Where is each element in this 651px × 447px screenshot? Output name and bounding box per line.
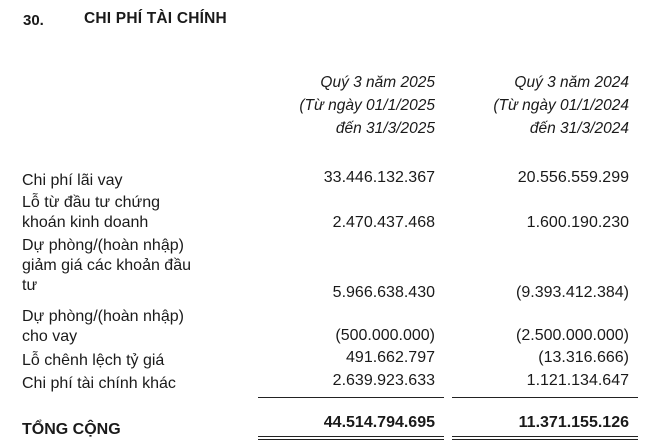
- total-value-2025: 44.514.794.695: [323, 414, 435, 431]
- row-label-line: Chi phí tài chính khác: [22, 375, 176, 392]
- total-value-2024: 11.371.155.126: [518, 414, 629, 431]
- value-investment-provision-2024: (9.393.412.384): [516, 284, 629, 301]
- row-label-line: Chi phí lãi vay: [22, 172, 123, 189]
- total-label: TỔNG CỘNG: [22, 421, 121, 438]
- row-label-line: cho vay: [22, 328, 78, 345]
- row-label-line: khoán kinh doanh: [22, 214, 149, 231]
- section-title: CHI PHÍ TÀI CHÍNH: [84, 10, 227, 27]
- column-header-line: (Từ ngày 01/1/2024: [493, 97, 629, 114]
- row-label-line: Dự phòng/(hoàn nhập): [22, 237, 184, 254]
- column-header-2025: [299, 71, 435, 140]
- row-label-trading-securities-loss: [22, 193, 160, 233]
- section-number: 30.: [23, 12, 44, 29]
- total-double-rule-bottom-2025: [258, 439, 444, 440]
- row-label-line: Lỗ từ đầu tư chứng: [22, 194, 160, 211]
- value-other-financial-expense-2025: 2.639.923.633: [332, 372, 435, 389]
- subtotal-rule-2024: [452, 397, 638, 398]
- column-header-line: Quý 3 năm 2025: [320, 74, 435, 91]
- subtotal-rule-2025: [258, 397, 444, 398]
- total-double-rule-top-2025: [258, 436, 444, 437]
- row-label-investment-provision: [22, 236, 191, 296]
- value-fx-loss-2025: 491.662.797: [346, 349, 435, 366]
- row-label-line: tư: [22, 277, 38, 294]
- column-header-line: đến 31/3/2025: [335, 120, 435, 137]
- row-label-fx-loss: [22, 351, 164, 371]
- row-label-line: Dự phòng/(hoàn nhập): [22, 308, 184, 325]
- column-header-line: Quý 3 năm 2024: [514, 74, 629, 91]
- value-loan-provision-2025: (500.000.000): [335, 327, 435, 344]
- column-header-line: (Từ ngày 01/1/2025: [299, 97, 435, 114]
- row-label-other-financial-expense: [22, 374, 176, 394]
- value-trading-securities-loss-2024: 1.600.190.230: [526, 214, 629, 231]
- row-label-line: Lỗ chênh lệch tỷ giá: [22, 352, 165, 369]
- column-header-line: đến 31/3/2024: [529, 120, 629, 137]
- value-fx-loss-2024: (13.316.666): [538, 349, 629, 366]
- value-interest-expense-2025: 33.446.132.367: [323, 169, 435, 186]
- column-header-2024: [493, 71, 629, 140]
- value-interest-expense-2024: 20.556.559.299: [517, 169, 629, 186]
- value-trading-securities-loss-2025: 2.470.437.468: [332, 214, 435, 231]
- total-double-rule-bottom-2024: [452, 439, 638, 440]
- row-label-interest-expense: [22, 171, 123, 191]
- row-label-line: giảm giá các khoản đầu: [22, 257, 191, 274]
- value-loan-provision-2024: (2.500.000.000): [516, 327, 629, 344]
- value-investment-provision-2025: 5.966.638.430: [332, 284, 435, 301]
- value-other-financial-expense-2024: 1.121.134.647: [526, 372, 629, 389]
- total-double-rule-top-2024: [452, 436, 638, 437]
- row-label-loan-provision: [22, 307, 184, 347]
